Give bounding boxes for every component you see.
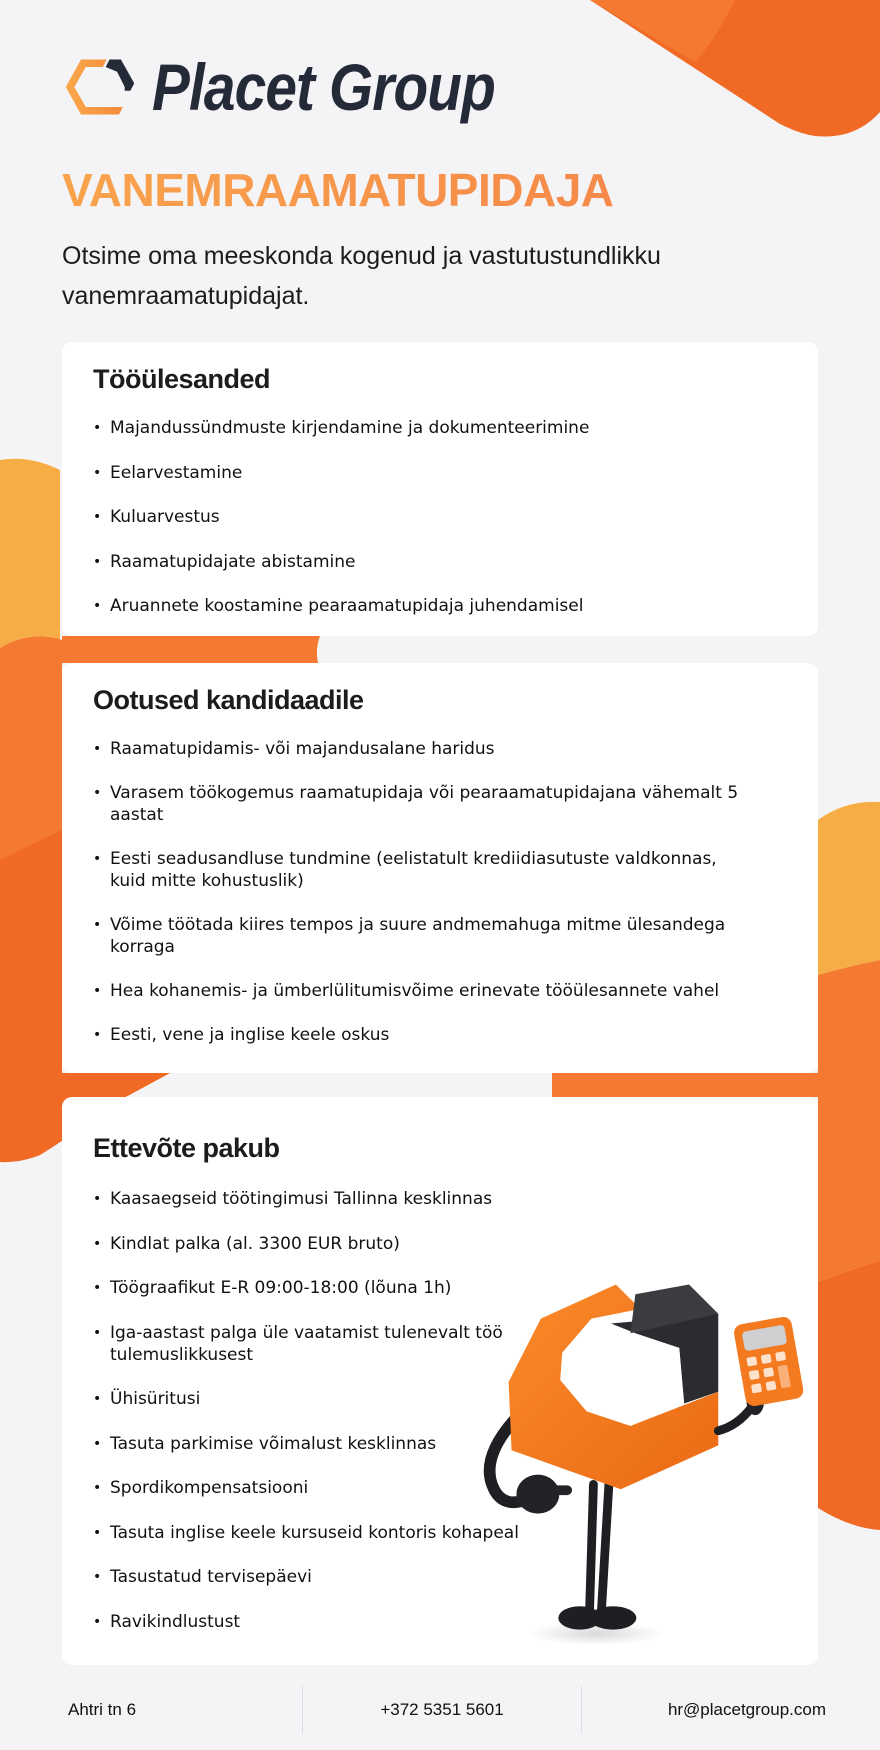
offer-title: Ettevõte pakub	[93, 1133, 280, 1163]
list-item: • Tasuta inglise keele kursuseid kontoris kohapeal	[93, 1522, 533, 1544]
list-item: • Kindlat palka (al. 3300 EUR bruto)	[93, 1233, 533, 1255]
list-item: • Raamatupidamis- või majandusalane haridus	[93, 738, 753, 760]
list-item: • Eelarvestamine	[93, 462, 818, 484]
tasks-list	[93, 417, 818, 617]
list-item: • Ravikindlustust	[93, 1611, 533, 1633]
list-item: • Aruannete koostamine pearaamatupidaja juhendamisel	[93, 595, 818, 617]
phone-link[interactable]: +372 5351 5601	[302, 1686, 582, 1734]
address-text: Ahtri tn 6	[68, 1700, 137, 1719]
tasks-card	[62, 342, 818, 636]
list-item: • Eesti seadusandluse tundmine (eelistatult krediidiasutuste valdkonnas, kuid mitte kohustuslik)	[93, 848, 753, 892]
list-item: • Eesti, vene ja inglise keele oskus	[93, 1024, 753, 1046]
list-item: • Varasem töökogemus raamatupidaja või pearaamatupidajana vähemalt 5 aastat	[93, 782, 753, 826]
list-item: • Tasustatud tervisepäevi	[93, 1566, 533, 1588]
email-link[interactable]: hr@placetgroup.com	[667, 1700, 826, 1719]
list-item: • Ühisüritusi	[93, 1388, 533, 1410]
list-item: • Tasuta parkimise võimalust kesklinnas	[93, 1433, 533, 1455]
list-item: • Võime töötada kiires tempos ja suure andmemahuga mitme ülesandega korraga	[93, 914, 753, 958]
hexagon-mascot-with-calculator-icon	[480, 1265, 820, 1655]
requirements-list	[93, 738, 818, 1046]
list-item: • Spordikompensatsiooni	[93, 1477, 533, 1499]
requirements-card	[62, 663, 818, 1073]
intro-text: Otsime oma meeskonda kogenud ja vastutustundlikku vanemraamatupidajat.	[62, 242, 661, 310]
brand-name: Placet Group	[152, 50, 495, 124]
list-item: • Majandussündmuste kirjendamine ja dokumenteerimine	[93, 417, 818, 439]
contact-footer	[40, 1686, 840, 1734]
requirements-title: Ootused kandidaadile	[93, 685, 364, 715]
list-item: • Iga-aastast palga üle vaatamist tulenevalt töö tulemuslikkusest	[93, 1322, 533, 1366]
job-title: VANEMRAAMATUPIDAJA	[62, 164, 614, 216]
hexagon-logo-icon	[62, 54, 138, 120]
list-item: • Raamatupidajate abistamine	[93, 551, 818, 573]
list-item: • Hea kohanemis- ja ümberlülitumisvõime erinevate tööülesannete vahel	[93, 980, 753, 1002]
brand-logo	[62, 52, 551, 122]
list-item: • Kuluarvestus	[93, 506, 818, 528]
list-item: • Kaasaegseid töötingimusi Tallinna kesklinnas	[93, 1188, 533, 1210]
tasks-title: Tööülesanded	[93, 364, 271, 394]
list-item: • Töögraafikut E-R 09:00-18:00 (lõuna 1h)	[93, 1277, 533, 1299]
